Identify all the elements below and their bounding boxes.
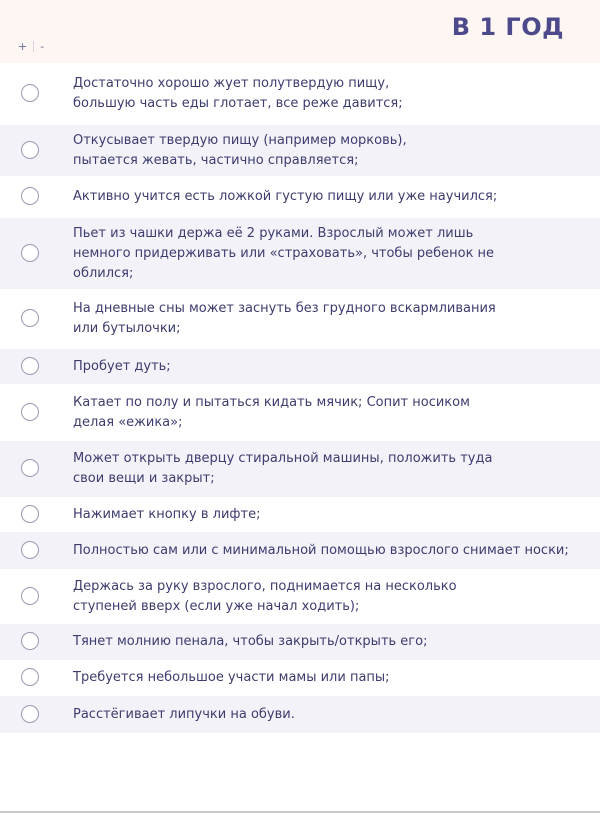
checklist-item-text: Тянет молнию пенала, чтобы закрыть/открыть его; bbox=[73, 634, 428, 649]
zoom-divider bbox=[33, 41, 34, 52]
radio-button[interactable] bbox=[21, 541, 39, 559]
zoom-out-button[interactable]: - bbox=[40, 40, 45, 53]
checklist-item[interactable] bbox=[0, 441, 600, 497]
radio-button[interactable] bbox=[21, 705, 39, 723]
radio-button[interactable] bbox=[21, 187, 39, 205]
checklist-item[interactable] bbox=[0, 624, 600, 660]
page-title: В 1 ГОД bbox=[451, 13, 564, 41]
radio-button[interactable] bbox=[21, 632, 39, 650]
checklist-item[interactable] bbox=[0, 384, 600, 441]
checklist bbox=[0, 63, 600, 733]
checklist-item[interactable] bbox=[0, 289, 600, 349]
checklist-item[interactable] bbox=[0, 349, 600, 384]
checklist-item-text: На дневные сны может заснуть без грудного вскармливания или бутылочки; bbox=[73, 301, 496, 336]
checklist-item-text: Катает по полу и пытаться кидать мячик; Сопит носиком делая «ежика»; bbox=[73, 394, 470, 430]
radio-button[interactable] bbox=[21, 84, 39, 102]
zoom-in-button[interactable]: + bbox=[18, 40, 28, 53]
radio-button[interactable] bbox=[21, 459, 39, 477]
radio-button[interactable] bbox=[21, 587, 39, 605]
checklist-item[interactable] bbox=[0, 497, 600, 532]
page-header bbox=[0, 0, 600, 63]
radio-button[interactable] bbox=[21, 244, 39, 262]
checklist-item-text: Держась за руку взрослого, поднимается на несколько ступеней вверх (если уже начал ходить); bbox=[73, 578, 457, 614]
checklist-item-text: Пробует дуть; bbox=[73, 358, 171, 374]
zoom-controls bbox=[17, 40, 45, 53]
checklist-item[interactable] bbox=[0, 696, 600, 733]
checklist-item-text: Активно учится есть ложкой густую пищу или уже научился; bbox=[73, 189, 498, 204]
checklist-item[interactable] bbox=[0, 218, 600, 289]
radio-button[interactable] bbox=[21, 357, 39, 375]
radio-button[interactable] bbox=[21, 309, 39, 327]
radio-button[interactable] bbox=[21, 403, 39, 421]
checklist-item[interactable] bbox=[0, 176, 600, 218]
checklist-item-text: Пьет из чашки держа её 2 руками. Взрослый может лишь немного придерживать или «страховать», чтобы ребенок не облился; bbox=[73, 225, 495, 281]
checklist-item-text: Расстёгивает липучки на обуви. bbox=[73, 706, 295, 722]
checklist-item[interactable] bbox=[0, 125, 600, 176]
checklist-item[interactable] bbox=[0, 569, 600, 624]
checklist-item-text: Откусывает твердую пищу (например морковь), пытается жевать, частично справляется; bbox=[73, 132, 407, 168]
checklist-item-text: Достаточно хорошо жует полутвердую пищу, большую часть еды глотает, все реже давится; bbox=[73, 76, 403, 111]
radio-button[interactable] bbox=[21, 668, 39, 686]
radio-button[interactable] bbox=[21, 505, 39, 523]
checklist-item[interactable] bbox=[0, 63, 600, 125]
checklist-item-text: Требуется небольшое участи мамы или папы; bbox=[73, 670, 390, 685]
checklist-item-text: Полностью сам или с минимальной помощью взрослого снимает носки; bbox=[73, 542, 569, 558]
checklist-item[interactable] bbox=[0, 660, 600, 696]
radio-button[interactable] bbox=[21, 141, 39, 159]
checklist-item[interactable] bbox=[0, 532, 600, 569]
checklist-item-text: Нажимает кнопку в лифте; bbox=[73, 506, 261, 522]
checklist-item-text: Может открыть дверцу стиральной машины, положить туда свои вещи и закрыт; bbox=[73, 451, 493, 486]
